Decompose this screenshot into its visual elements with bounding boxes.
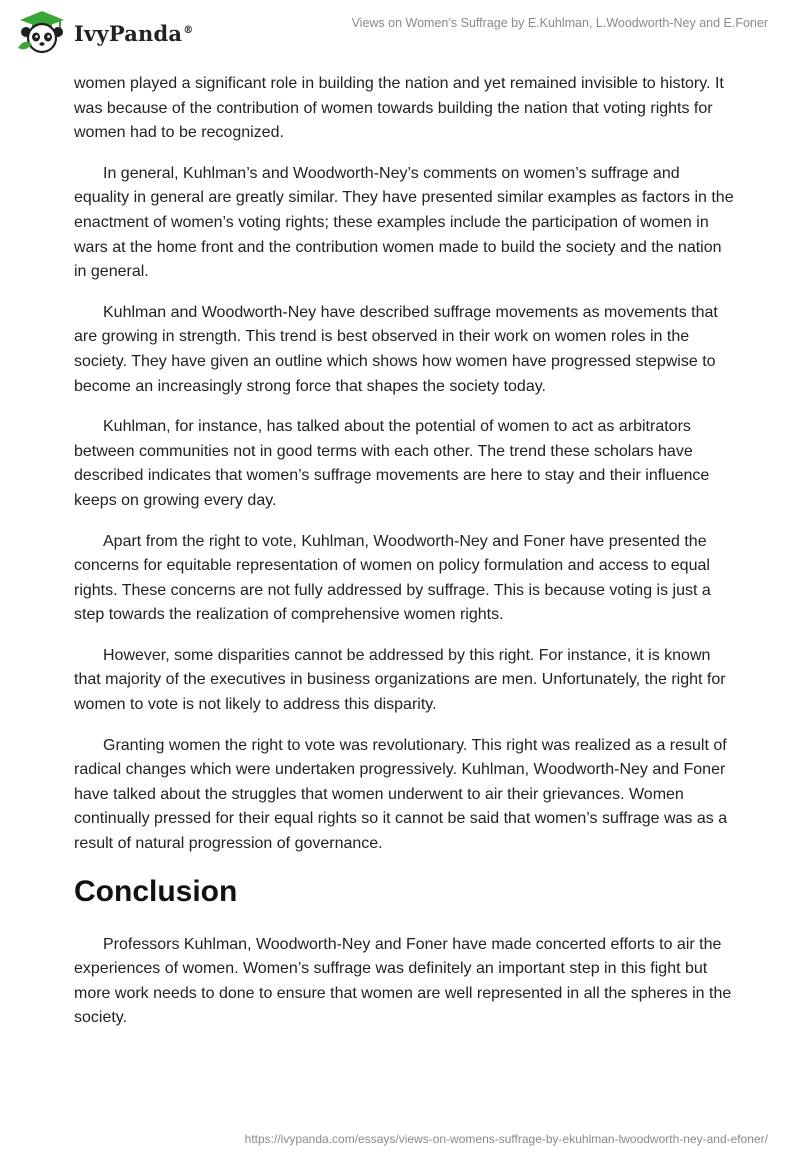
- paragraph: However, some disparities cannot be addressed by this right. For instance, it is known that majority of the executives in business organizations are men. Unfortunately, the right for women to vote is not likely to address this disparity.: [74, 646, 726, 714]
- document-title: Views on Women’s Suffrage by E.Kuhlman, L.Woodworth-Ney and E.Foner: [351, 16, 768, 30]
- essay-content: [74, 72, 734, 1047]
- registered-mark: ®: [183, 24, 194, 36]
- ivypanda-logo[interactable]: [14, 8, 193, 54]
- paragraph: women played a significant role in building the nation and yet remained invisible to history. It was because of the contribution of women towards building the nation that voting rights for women had to be recognized.: [74, 75, 724, 142]
- panda-graduate-icon: [14, 8, 68, 54]
- conclusion-heading: Conclusion: [74, 874, 238, 908]
- paragraph: In general, Kuhlman’s and Woodworth-Ney’s comments on women’s suffrage and equality in general are greatly similar. They have presented similar examples as factors in the enactment of women’s voting rights; these examples include the participation of women in wars at the home front and the contribution women made to build the society and the nation in general.: [74, 164, 734, 281]
- paragraph: Kuhlman and Woodworth-Ney have described suffrage movements as movements that are growing in strength. This trend is best observed in their work on women roles in the society. They have given an outline which shows how women have progressed stepwise to become an increasingly strong force that shapes the society today.: [74, 303, 718, 395]
- paragraph: Apart from the right to vote, Kuhlman, Woodworth-Ney and Foner have presented the concerns for equitable representation of women on policy formulation and access to equal rights. These concerns are not fully addressed by suffrage. This is because voting is just a step towards the realization of comprehensive women rights.: [74, 532, 711, 624]
- page-header: [0, 0, 800, 62]
- paragraph: Granting women the right to vote was revolutionary. This right was realized as a result of radical changes which were undertaken progressively. Kuhlman, Woodworth-Ney and Foner have talked about the struggles that women underwent to air their grievances. Women continually pressed for their equal rights so it cannot be said that women’s suffrage was as a result of natural progression of governance.: [74, 736, 728, 853]
- source-url[interactable]: https://ivypanda.com/essays/views-on-womens-suffrage-by-ekuhlman-lwoodworth-ney-and-efoner/: [244, 1132, 768, 1146]
- conclusion-paragraph: Professors Kuhlman, Woodworth-Ney and Foner have made concerted efforts to air the experiences of women. Women’s suffrage was definitely an important step in this fight but more work needs to done to ensure that women are well represented in all the spheres in the society.: [74, 935, 732, 1027]
- brand-name: IvyPanda®: [74, 20, 194, 46]
- paragraph: Kuhlman, for instance, has talked about the potential of women to act as arbitrators between communities not in good terms with each other. The trend these scholars have described indicates that women’s suffrage movements are here to stay and their influence keeps on growing every day.: [74, 418, 710, 509]
